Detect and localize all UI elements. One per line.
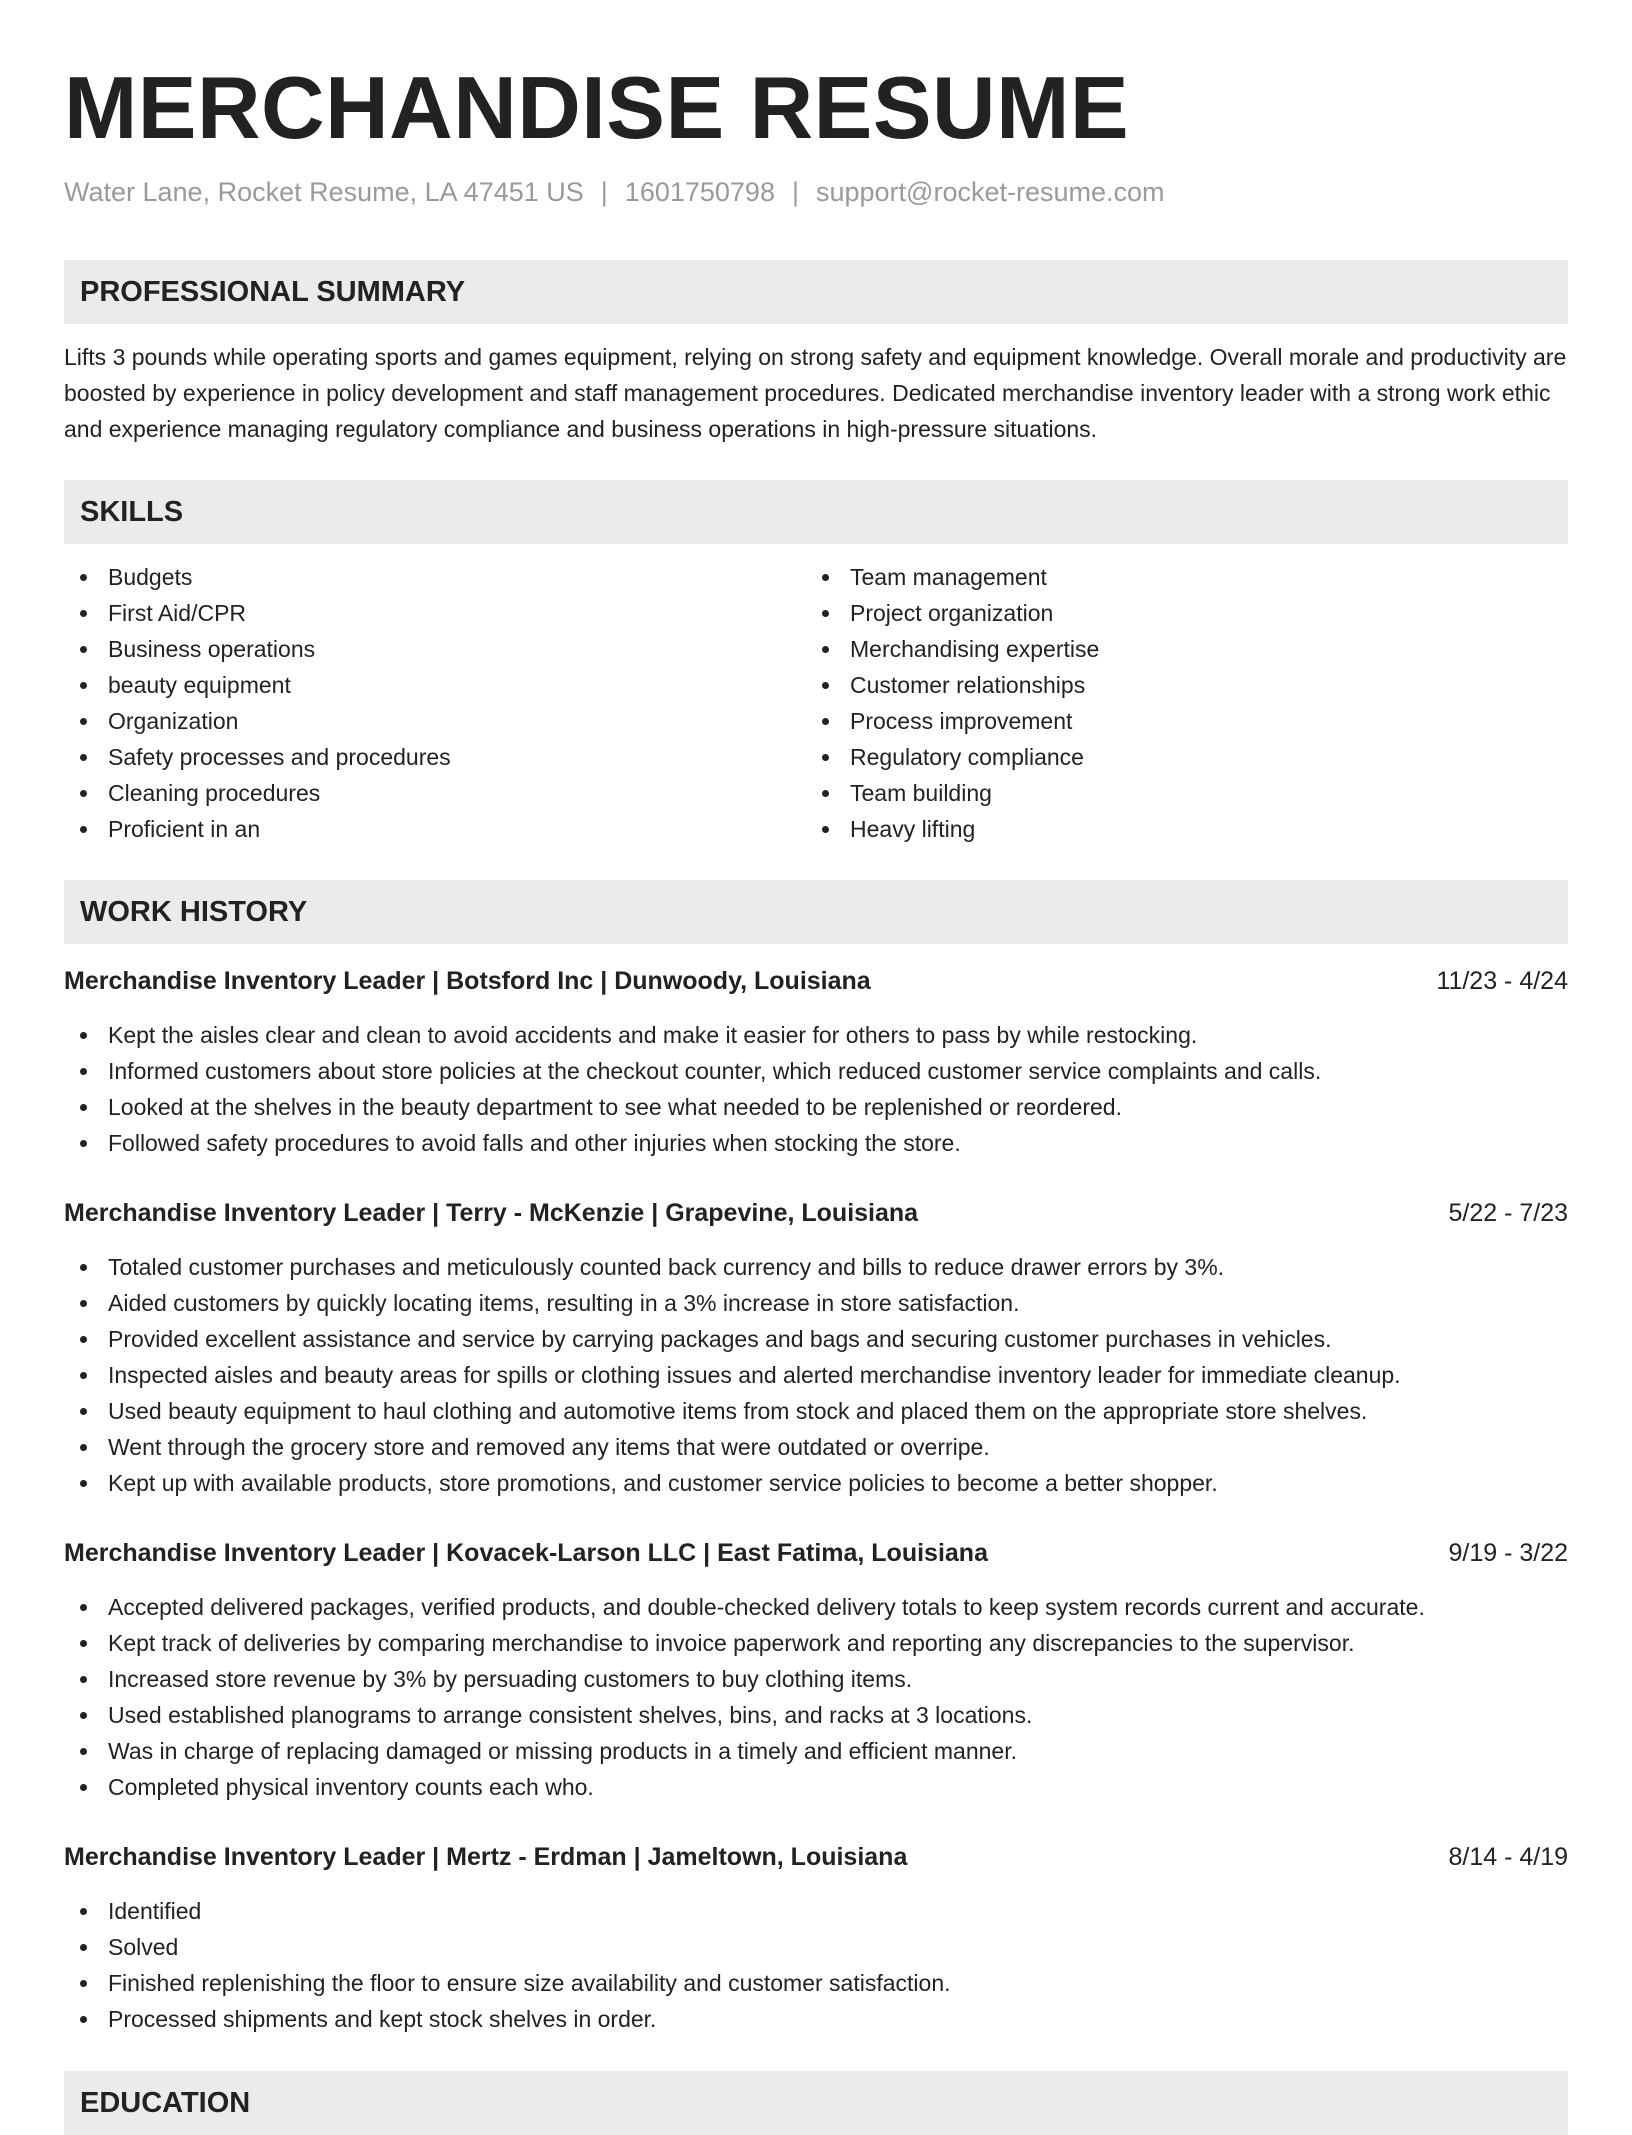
job-duty: Increased store revenue by 3% by persuading customers to buy clothing items. bbox=[64, 1661, 1568, 1697]
skills-list bbox=[64, 559, 1568, 847]
job-header bbox=[64, 1195, 1568, 1231]
job-duty: Followed safety procedures to avoid falls and other injuries when stocking the store. bbox=[64, 1125, 1568, 1161]
job-dates: 8/14 - 4/19 bbox=[1448, 1843, 1568, 1871]
job-duty: Aided customers by quickly locating items, resulting in a 3% increase in store satisfaction. bbox=[64, 1285, 1568, 1321]
skill-item: Process improvement bbox=[806, 703, 1548, 739]
job-duty: Used beauty equipment to haul clothing and automotive items from stock and placed them on the appropriate store shelves. bbox=[64, 1393, 1568, 1429]
job-title: Merchandise Inventory Leader | Terry - McKenzie | Grapevine, Louisiana bbox=[64, 1199, 919, 1227]
job-duty: Kept up with available products, store promotions, and customer service policies to become a better shopper. bbox=[64, 1465, 1568, 1501]
job-duty: Kept the aisles clear and clean to avoid accidents and make it easier for others to pass by while restocking. bbox=[64, 1017, 1568, 1053]
contact-line bbox=[64, 174, 1568, 210]
job-entry bbox=[64, 1839, 1568, 2037]
job-header bbox=[64, 1535, 1568, 1571]
resume-page bbox=[64, 0, 1568, 2135]
job-duties bbox=[64, 1249, 1568, 1501]
section-heading-summary: PROFESSIONAL SUMMARY bbox=[64, 260, 1568, 324]
job-dates: 5/22 - 7/23 bbox=[1448, 1199, 1568, 1227]
resume-title: MERCHANDISE RESUME bbox=[64, 58, 1130, 157]
job-duty: Informed customers about store policies at the checkout counter, which reduced customer service complaints and calls. bbox=[64, 1053, 1568, 1089]
job-duty: Provided excellent assistance and service by carrying packages and bags and securing customer purchases in vehicles. bbox=[64, 1321, 1568, 1357]
job-duty: Inspected aisles and beauty areas for spills or clothing issues and alerted merchandise inventory leader for immediate cleanup. bbox=[64, 1357, 1568, 1393]
skill-item: Budgets bbox=[64, 559, 806, 595]
section-heading-work-history: WORK HISTORY bbox=[64, 880, 1568, 944]
skill-item: Safety processes and procedures bbox=[64, 739, 806, 775]
skill-item: Heavy lifting bbox=[806, 811, 1548, 847]
summary-text: Lifts 3 pounds while operating sports and games equipment, relying on strong safety and equipment knowledge. Overall morale and productivity are boosted by experience in policy development and staff management procedures. Dedicated merchandise inventory leader with a strong work ethic and experience managing regulatory compliance and business operations in high-pressure situations. bbox=[64, 344, 1567, 442]
job-duty: Was in charge of replacing damaged or missing products in a timely and efficient manner. bbox=[64, 1733, 1568, 1769]
job-duty: Processed shipments and kept stock shelves in order. bbox=[64, 2001, 1568, 2037]
job-duty: Finished replenishing the floor to ensure size availability and customer satisfaction. bbox=[64, 1965, 1568, 2001]
job-title: Merchandise Inventory Leader | Botsford Inc | Dunwoody, Louisiana bbox=[64, 967, 871, 995]
skill-item: Regulatory compliance bbox=[806, 739, 1548, 775]
job-duty: Used established planograms to arrange consistent shelves, bins, and racks at 3 locations. bbox=[64, 1697, 1568, 1733]
job-duties bbox=[64, 1017, 1568, 1161]
contact-email: support@rocket-resume.com bbox=[815, 177, 1165, 207]
skill-item: Cleaning procedures bbox=[64, 775, 806, 811]
skill-item: Team management bbox=[806, 559, 1548, 595]
skill-item: Merchandising expertise bbox=[806, 631, 1548, 667]
job-dates: 11/23 - 4/24 bbox=[1436, 967, 1568, 995]
skill-item: Team building bbox=[806, 775, 1548, 811]
skills-column-right bbox=[806, 559, 1548, 847]
job-duty: Accepted delivered packages, verified products, and double-checked delivery totals to keep system records current and accurate. bbox=[64, 1589, 1568, 1625]
contact-phone: 1601750798 bbox=[624, 177, 775, 207]
job-duty: Completed physical inventory counts each who. bbox=[64, 1769, 1568, 1805]
job-duties bbox=[64, 1589, 1568, 1805]
job-duty: Totaled customer purchases and meticulously counted back currency and bills to reduce drawer errors by 3%. bbox=[64, 1249, 1568, 1285]
job-entry bbox=[64, 1195, 1568, 1501]
contact-address: Water Lane, Rocket Resume, LA 47451 US bbox=[64, 177, 584, 207]
job-entry bbox=[64, 1535, 1568, 1805]
skill-item: Customer relationships bbox=[806, 667, 1548, 703]
skill-item: Project organization bbox=[806, 595, 1548, 631]
job-title: Merchandise Inventory Leader | Mertz - Erdman | Jameltown, Louisiana bbox=[64, 1843, 908, 1871]
skills-column-left bbox=[64, 559, 806, 847]
job-dates: 9/19 - 3/22 bbox=[1448, 1539, 1568, 1567]
skill-item: Proficient in an bbox=[64, 811, 806, 847]
skill-item: beauty equipment bbox=[64, 667, 806, 703]
contact-separator: | bbox=[791, 177, 799, 207]
job-duty: Kept track of deliveries by comparing merchandise to invoice paperwork and reporting any discrepancies to the supervisor. bbox=[64, 1625, 1568, 1661]
skill-item: Business operations bbox=[64, 631, 806, 667]
job-duty: Identified bbox=[64, 1893, 1568, 1929]
skill-item: First Aid/CPR bbox=[64, 595, 806, 631]
job-duty: Solved bbox=[64, 1929, 1568, 1965]
contact-separator: | bbox=[600, 177, 608, 207]
job-title: Merchandise Inventory Leader | Kovacek-Larson LLC | East Fatima, Louisiana bbox=[64, 1539, 988, 1567]
job-duty: Went through the grocery store and removed any items that were outdated or overripe. bbox=[64, 1429, 1568, 1465]
job-duties bbox=[64, 1893, 1568, 2037]
job-duty: Looked at the shelves in the beauty department to see what needed to be replenished or reordered. bbox=[64, 1089, 1568, 1125]
job-entry bbox=[64, 963, 1568, 1161]
section-heading-skills: SKILLS bbox=[64, 480, 1568, 544]
skill-item: Organization bbox=[64, 703, 806, 739]
section-heading-education: EDUCATION bbox=[64, 2071, 1568, 2135]
job-header bbox=[64, 963, 1568, 999]
job-header bbox=[64, 1839, 1568, 1875]
